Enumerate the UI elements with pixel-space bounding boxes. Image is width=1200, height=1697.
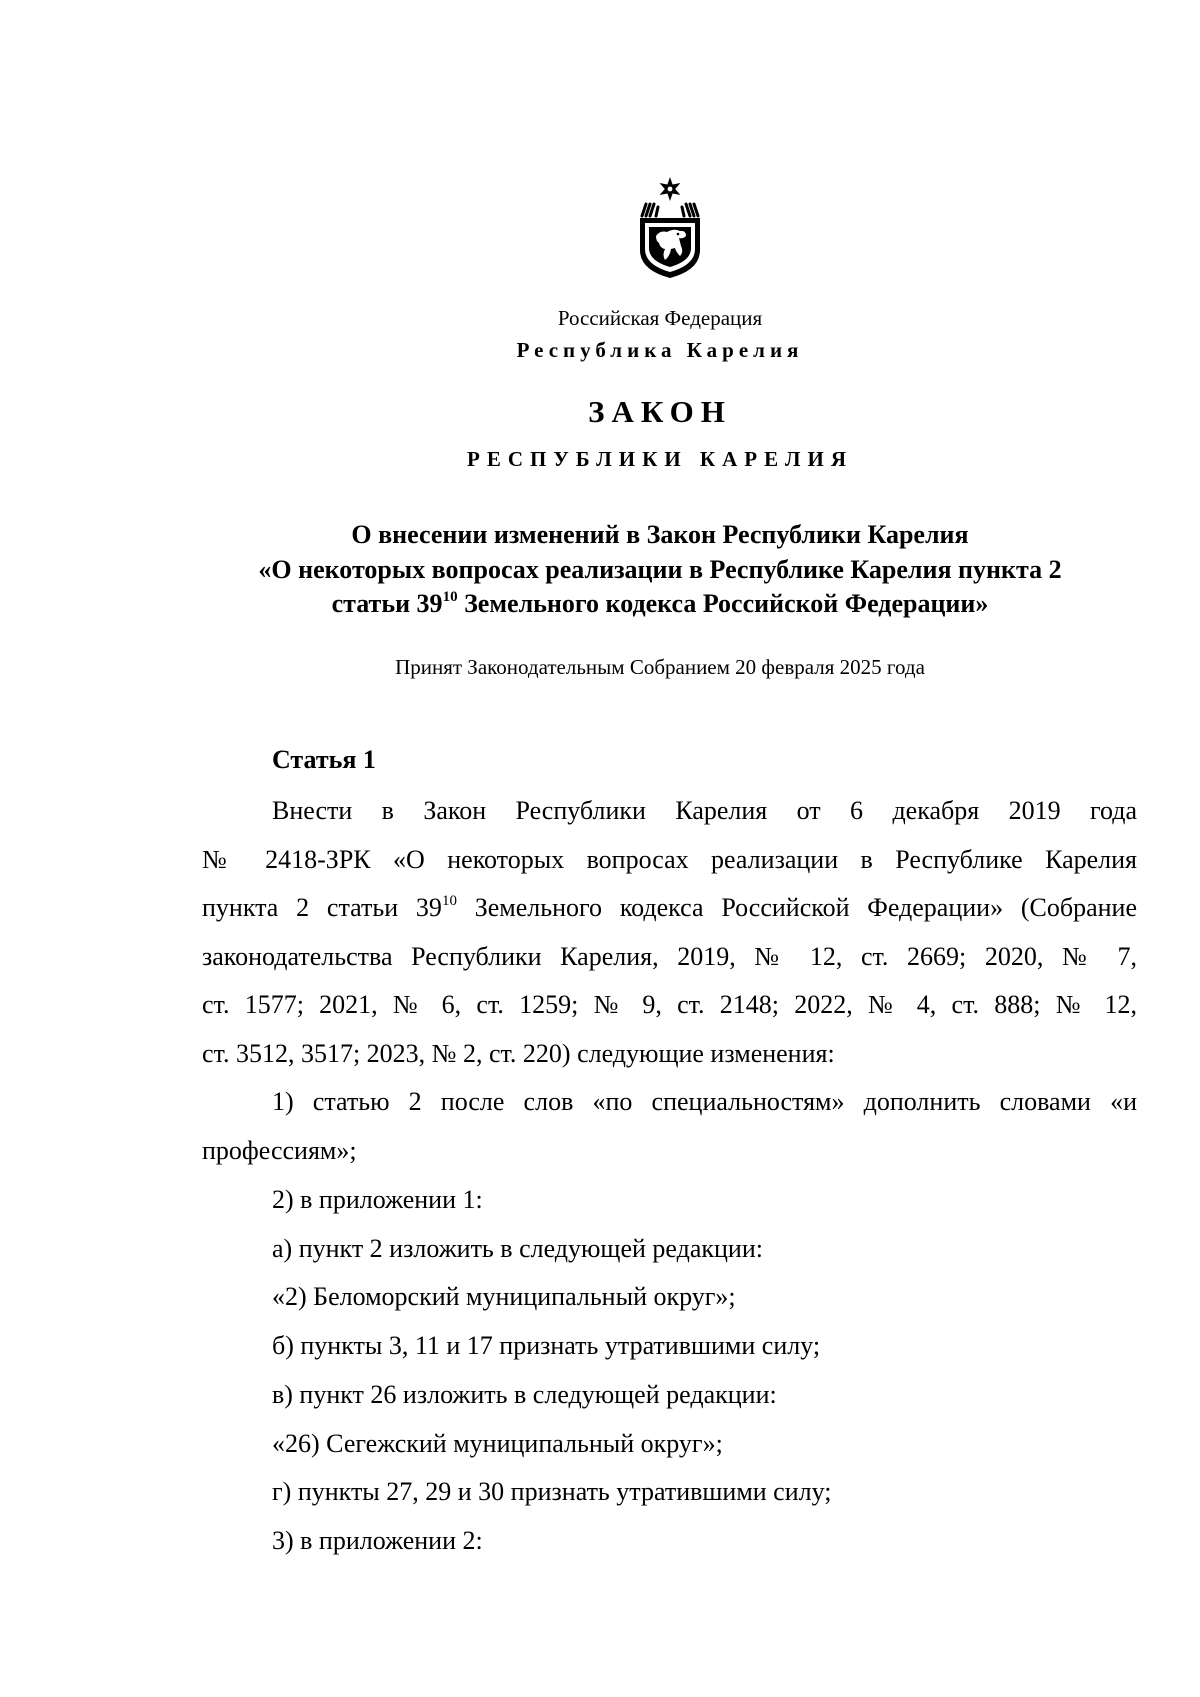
intro-line-4: законодательства Республики Карелия, 2019, № 12, ст. 2669; 2020, № 7,	[202, 942, 1137, 971]
item-2c: в) пункт 26 изложить в следующей редакции:	[272, 1380, 777, 1409]
header-federation: Российская Федерация	[557, 306, 763, 330]
intro-line-6: ст. 3512, 3517; 2023, № 2, ст. 220) следующие изменения:	[202, 1039, 835, 1068]
item-1-line-2: профессиям»;	[202, 1136, 357, 1165]
law-word: ЗАКОН	[588, 394, 732, 429]
item-1-line-1: 1) статью 2 после слов «по специальностям» дополнить словами «и	[272, 1087, 1137, 1116]
item-2: 2) в приложении 1:	[272, 1185, 483, 1214]
intro-line-1: Внести в Закон Республики Карелия от 6 декабря 2019 года	[272, 796, 1137, 825]
karelia-coat-of-arms-icon	[634, 176, 706, 280]
item-3: 3) в приложении 2:	[272, 1526, 483, 1555]
law-title-line-1: О внесении изменений в Закон Республики Карелия	[351, 520, 969, 549]
intro-line-3: пункта 2 статьи $39^{10}$ Земельного кодекса Российской Федерации» (Собрание	[202, 893, 1137, 922]
intro-line-2: № 2418-ЗРК «О некоторых вопросах реализации в Республике Карелия	[202, 845, 1137, 874]
item-2b: б) пункты 3, 11 и 17 признать утратившими силу;	[272, 1331, 821, 1360]
item-2c-quote: «26) Сегежский муниципальный округ»;	[272, 1429, 723, 1458]
adoption-note: Принят Законодательным Собранием 20 февраля 2025 года	[395, 655, 925, 679]
item-2a-quote: «2) Беломорский муниципальный округ»;	[272, 1282, 736, 1311]
item-2a: а) пункт 2 изложить в следующей редакции:	[272, 1234, 763, 1263]
header-republic: Республика Карелия	[516, 338, 804, 362]
intro-line-5: ст. 1577; 2021, № 6, ст. 1259; № 9, ст. 2148; 2022, № 4, ст. 888; № 12,	[202, 990, 1137, 1019]
law-title-line-2: «О некоторых вопросах реализации в Республике Карелия пункта 2	[258, 555, 1062, 584]
law-title-line-3: статьи $39^{10}$ Земельного кодекса Российской Федерации»	[331, 589, 989, 618]
item-2d: г) пункты 27, 29 и 30 признать утратившими силу;	[272, 1477, 832, 1506]
article-heading: Статья 1	[272, 745, 376, 774]
law-subtitle: РЕСПУБЛИКИ КАРЕЛИЯ	[467, 447, 853, 471]
